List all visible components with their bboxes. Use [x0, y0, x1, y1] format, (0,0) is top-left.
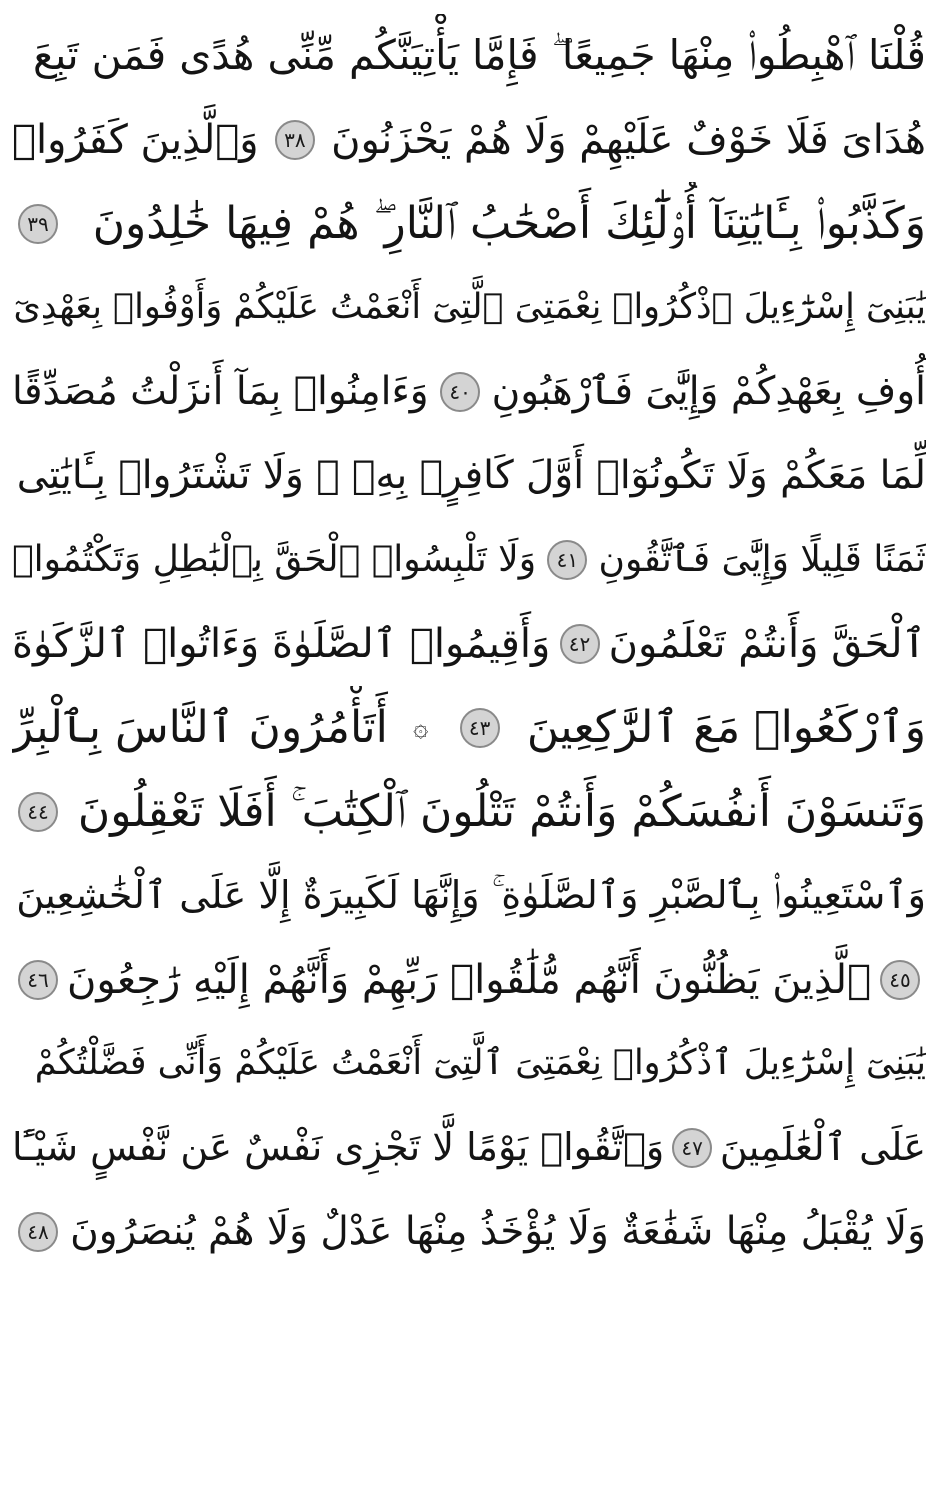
verse-text: وَتَنسَوْنَ أَنفُسَكُمْ وَأَنتُمْ تَتْلُونَ ٱلْكِتَٰبَ ۚ أَفَلَا تَعْقِلُونَ: [77, 786, 926, 838]
verse-text: وَأَقِيمُوا۟ ٱلصَّلَوٰةَ وَءَاتُوا۟ ٱلزَّكَوٰةَ: [12, 621, 551, 667]
verse-text: ٱلَّذِينَ يَظُنُّونَ أَنَّهُم مُّلَٰقُوا۟ رَبِّهِمْ وَأَنَّهُمْ إِلَيْهِ رَٰجِعُونَ: [66, 957, 872, 1003]
verse-text: وَٱرْكَعُوا۟ مَعَ ٱلرَّٰكِعِينَ: [526, 702, 926, 754]
ayah-number-marker: ٣٩: [18, 204, 58, 244]
text-line-2: [12, 98, 926, 182]
text-line-4: [12, 266, 926, 350]
ayah-number-marker: ٤٢: [560, 624, 600, 664]
ayah-number-marker: ٤٠: [440, 372, 480, 412]
ayah-number-marker: ٤٥: [880, 960, 920, 1000]
text-line-14: [12, 1106, 926, 1190]
verse-text: ثَمَنًا قَلِيلًا وَإِيَّٰىَ فَٱتَّقُونِ: [598, 538, 926, 580]
text-line-1: [12, 14, 926, 98]
text-line-3: [12, 182, 926, 266]
ayah-number-marker: ٤١: [547, 540, 587, 580]
text-line-5: [12, 350, 926, 434]
text-line-10: [12, 770, 926, 854]
text-line-6: [12, 434, 926, 518]
ayah-number-marker: ٤٦: [18, 960, 58, 1000]
ayah-number-marker: ٣٨: [275, 120, 315, 160]
text-line-8: [12, 602, 926, 686]
verse-text: وَلَا تَلْبِسُوا۟ ٱلْحَقَّ بِٱلْبَٰطِلِ وَتَكْتُمُوا۟: [12, 538, 537, 580]
verse-text: قُلْنَا ٱهْبِطُوا۟ مِنْهَا جَمِيعًا ۖ فَإِمَّا يَأْتِيَنَّكُم مِّنِّى هُدًى فَمَن تَبِعَ: [33, 31, 926, 80]
verse-text: ٱلْحَقَّ وَأَنتُمْ تَعْلَمُونَ: [608, 621, 926, 667]
verse-text: وَٱتَّقُوا۟ يَوْمًا لَّا تَجْزِى نَفْسٌ عَن نَّفْسٍ شَيْـًٔا: [12, 1125, 665, 1170]
text-line-9: [12, 686, 926, 770]
verse-text: وَكَذَّبُوا۟ بِـَٔايَٰتِنَآ أُو۟لَٰٓئِكَ أَصْحَٰبُ ٱلنَّارِ ۖ هُمْ فِيهَا خَٰلِدُونَ: [92, 198, 926, 250]
verse-text: يَٰبَنِىٓ إِسْرَٰٓءِيلَ ٱذْكُرُوا۟ نِعْمَتِىَ ٱلَّتِىٓ أَنْعَمْتُ عَلَيْكُمْ وَأَنِّى فَضَّلْتُكُمْ: [34, 1043, 926, 1084]
hizb-marker-icon: ۞: [413, 713, 429, 743]
ayah-number-marker: ٤٣: [460, 708, 500, 748]
verse-text: وَٱلَّذِينَ كَفَرُوا۟: [12, 117, 259, 163]
ayah-number-marker: ٤٤: [18, 792, 58, 832]
verse-text: هُدَاىَ فَلَا خَوْفٌ عَلَيْهِمْ وَلَا هُمْ يَحْزَنُونَ: [331, 117, 926, 163]
verse-text: لِّمَا مَعَكُمْ وَلَا تَكُونُوٓا۟ أَوَّلَ كَافِرٍۭ بِهِۦ ۖ وَلَا تَشْتَرُوا۟ بِـَٔايَٰتِى: [16, 452, 926, 498]
text-line-7: [12, 518, 926, 602]
text-line-15: [12, 1190, 926, 1274]
verse-text: عَلَى ٱلْعَٰلَمِينَ: [719, 1125, 926, 1170]
text-line-11: [12, 854, 926, 938]
ayah-number-marker: ٤٨: [18, 1212, 58, 1252]
verse-text: وَٱسْتَعِينُوا۟ بِٱلصَّبْرِ وَٱلصَّلَوٰةِ ۚ وَإِنَّهَا لَكَبِيرَةٌ إِلَّا عَلَى ٱلْخَٰشِعِينَ: [16, 873, 926, 918]
text-line-13: [12, 1022, 926, 1106]
ayah-number-marker: ٤٧: [672, 1128, 712, 1168]
verse-text: أَتَأْمُرُونَ ٱلنَّاسَ بِٱلْبِرِّ: [12, 702, 388, 754]
verse-text: يَٰبَنِىٓ إِسْرَٰٓءِيلَ ٱذْكُرُوا۟ نِعْمَتِىَ ٱلَّتِىٓ أَنْعَمْتُ عَلَيْكُمْ وَأَوْفُوا۟ بِعَهْدِىٓ: [13, 287, 926, 328]
verse-text: وَلَا يُقْبَلُ مِنْهَا شَفَٰعَةٌ وَلَا يُؤْخَذُ مِنْهَا عَدْلٌ وَلَا هُمْ يُنصَرُونَ: [70, 1208, 926, 1254]
verse-text: وَءَامِنُوا۟ بِمَآ أَنزَلْتُ مُصَدِّقًا: [12, 368, 429, 414]
verse-text: أُوفِ بِعَهْدِكُمْ وَإِيَّٰىَ فَٱرْهَبُونِ: [491, 368, 926, 414]
text-line-12: [12, 938, 926, 1022]
